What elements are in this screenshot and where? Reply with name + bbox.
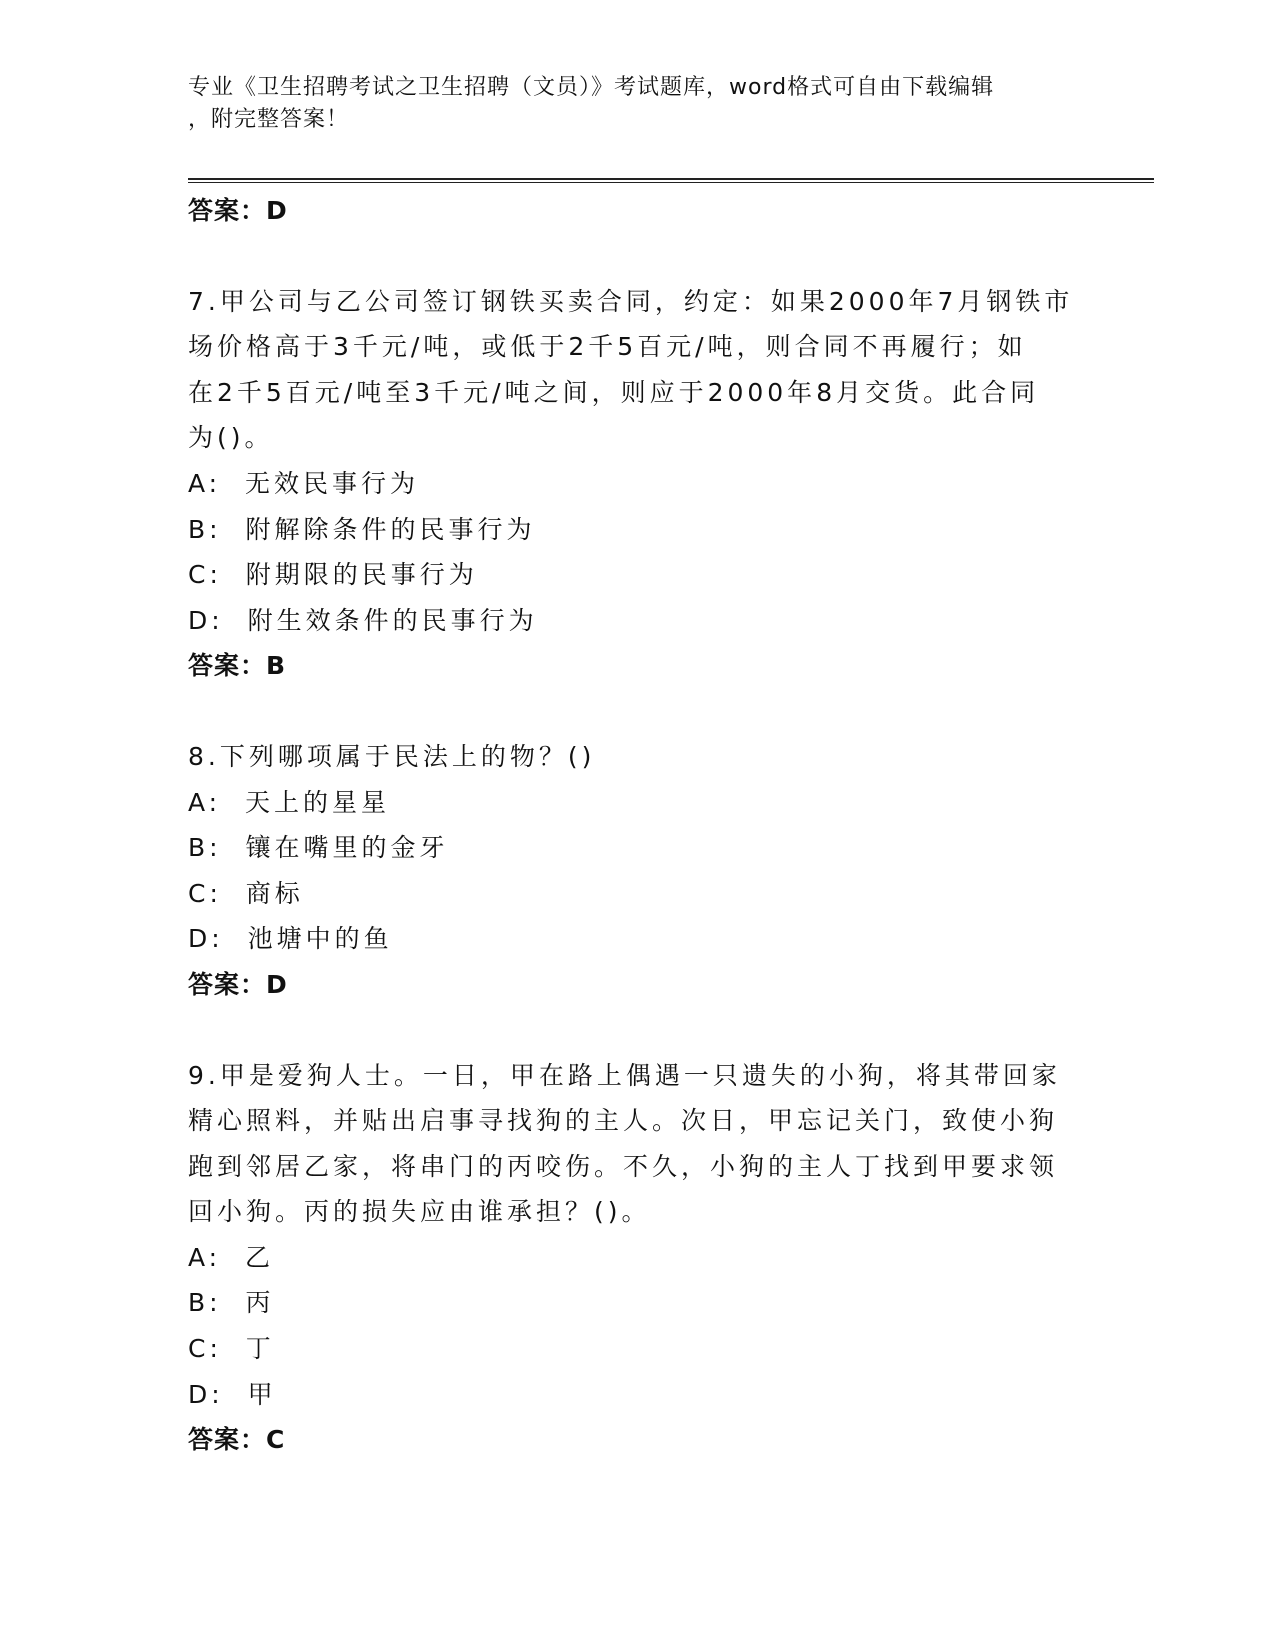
option-d: D: 附生效条件的民事行为 — [188, 605, 538, 635]
option-d: D: 甲 — [188, 1379, 277, 1409]
header-line-1: 专业《卫生招聘考试之卫生招聘（文员）》考试题库，word格式可自由下载编辑 — [188, 75, 995, 100]
answer-line: 答案：C — [188, 1425, 286, 1455]
answer-line: 答案：B — [188, 651, 287, 681]
question-stem-line: 在2千5百元/吨至3千元/吨之间，则应于2000年8月交货。此合同 — [188, 377, 1040, 407]
option-c: C: 丁 — [188, 1334, 275, 1364]
question-stem-line: 精心照料，并贴出启事寻找狗的主人。次日，甲忘记关门，致使小狗 — [188, 1106, 1059, 1136]
question-stem-line: 回小狗。丙的损失应由谁承担？()。 — [188, 1197, 651, 1227]
option-a: A: 乙 — [188, 1242, 274, 1272]
header-line-2: ，附完整答案！ — [188, 107, 350, 132]
option-b: B: 丙 — [188, 1288, 275, 1318]
answer-line: 答案：D — [188, 196, 288, 225]
document-body — [188, 188, 1088, 1463]
question-stem-line: 9.甲是爱狗人士。一日，甲在路上偶遇一只遗失的小狗，将其带回家 — [188, 1060, 1061, 1090]
option-b: B: 附解除条件的民事行为 — [188, 514, 536, 544]
question-stem-line: 为()。 — [188, 423, 274, 453]
question-8 — [188, 734, 1088, 1008]
spacer — [188, 689, 1088, 734]
spacer — [188, 234, 1088, 279]
option-b: B: 镶在嘴里的金牙 — [188, 833, 449, 863]
spacer — [188, 1008, 1088, 1053]
question-stem-line: 跑到邻居乙家，将串门的丙咬伤。不久，小狗的主人丁找到甲要求领 — [188, 1151, 1059, 1181]
option-a: A: 天上的星星 — [188, 787, 390, 817]
option-d: D: 池塘中的鱼 — [188, 924, 393, 954]
question-stem-line: 场价格高于3千元/吨，或低于2千5百元/吨，则合同不再履行；如 — [188, 332, 1027, 362]
answer-line: 答案：D — [188, 969, 288, 999]
question-stem-line: 7.甲公司与乙公司签订钢铁买卖合同，约定：如果2000年7月钢铁市 — [188, 286, 1074, 316]
question-9 — [188, 1053, 1088, 1463]
document-header — [188, 72, 1068, 136]
question-stem-line: 8.下列哪项属于民法上的物？() — [188, 741, 596, 771]
option-a: A: 无效民事行为 — [188, 468, 419, 498]
option-c: C: 附期限的民事行为 — [188, 560, 478, 590]
question-7 — [188, 279, 1088, 689]
option-c: C: 商标 — [188, 878, 304, 908]
header-divider — [188, 178, 1154, 183]
